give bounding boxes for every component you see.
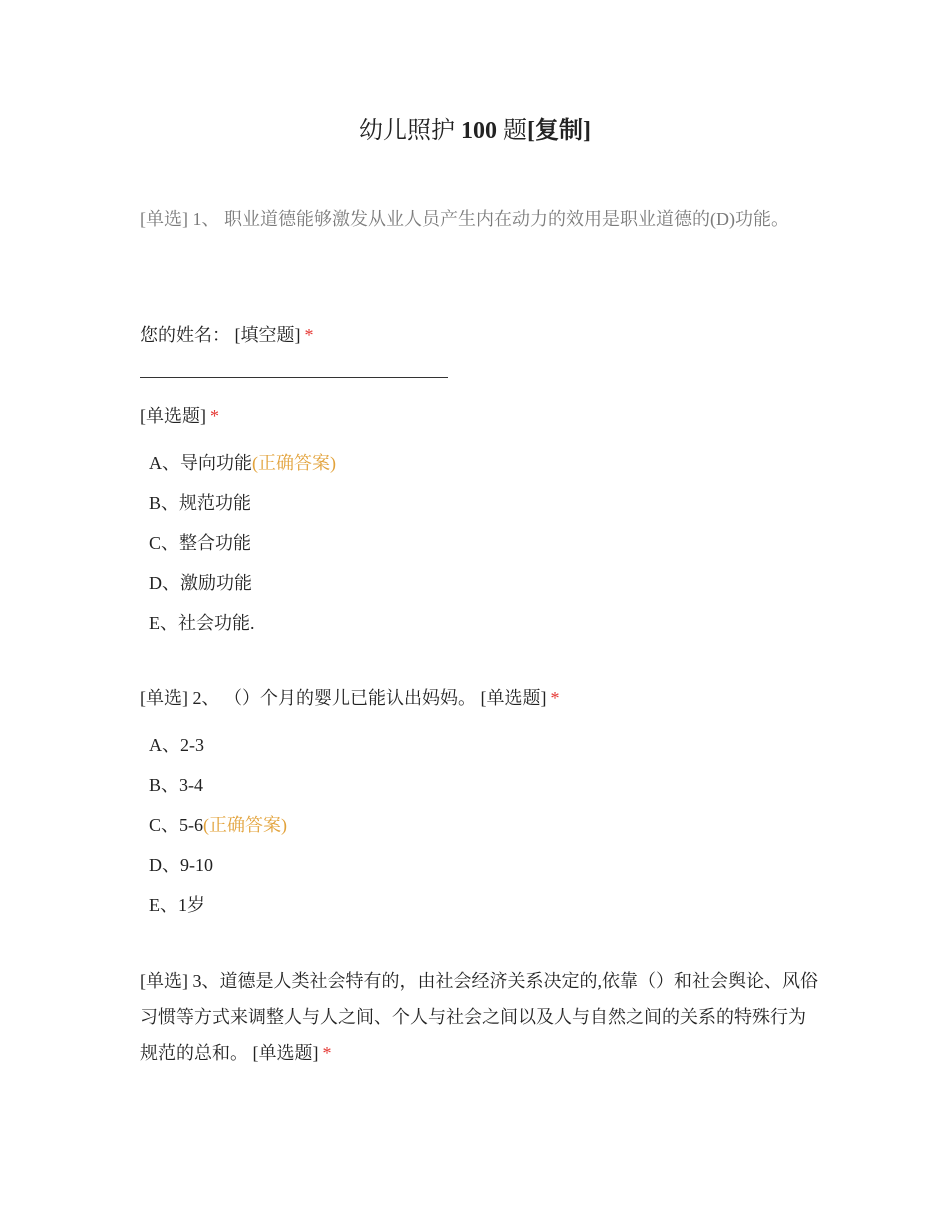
q3-header	[140, 963, 820, 1071]
q2-type: [单选题]	[480, 688, 547, 708]
title-suffix: 题	[503, 118, 527, 144]
option-label: D、9-10	[149, 855, 213, 875]
q2-header	[140, 680, 560, 716]
name-question-type: [填空题]	[234, 325, 301, 345]
correct-answer-tag: (正确答案)	[203, 815, 287, 835]
option-label: E、1岁	[149, 895, 205, 915]
name-input-line[interactable]	[140, 377, 448, 378]
name-question-label: 您的姓名：	[140, 325, 230, 345]
required-marker: *	[550, 688, 560, 708]
required-marker: *	[304, 325, 314, 345]
intro-question: [单选] 1、 职业道德能够激发从业人员产生内在动力的效用是职业道德的(D)功能。	[140, 209, 789, 229]
option-label: B、3-4	[149, 775, 203, 795]
option-label: D、激励功能	[149, 573, 252, 593]
q2-text: [单选] 2、 （）个月的婴儿已能认出妈妈。	[140, 688, 476, 708]
correct-answer-tag: (正确答案)	[252, 453, 336, 473]
q1-option-d[interactable]	[149, 570, 252, 596]
page-title	[0, 110, 950, 145]
q1-option-e[interactable]	[149, 610, 255, 636]
q3-text: [单选] 3、道德是人类社会特有的，由社会经济关系决定的,依靠（）和社会舆论、风俗习惯等方式来调整人与人之间、个人与社会之间以及人与自然之间的关系的特殊行为规范的总和。	[140, 971, 818, 1063]
required-marker: *	[210, 406, 219, 426]
q1-type: [单选题]	[140, 406, 206, 426]
required-marker: *	[322, 1043, 332, 1063]
option-label: C、5-6	[149, 815, 203, 835]
q2-option-a[interactable]	[149, 732, 204, 758]
q2-option-d[interactable]	[149, 852, 213, 878]
q1-option-b[interactable]	[149, 490, 251, 516]
q1-option-c[interactable]	[149, 530, 251, 556]
q3-type: [单选题]	[252, 1043, 319, 1063]
option-label: B、规范功能	[149, 493, 252, 513]
name-question	[140, 317, 314, 353]
option-label: C、整合功能	[149, 533, 252, 553]
q2-option-c[interactable]	[149, 812, 287, 838]
q2-option-b[interactable]	[149, 772, 203, 798]
title-number: 100	[461, 118, 497, 144]
q1-option-a[interactable]	[149, 450, 336, 476]
q1-header	[140, 398, 219, 434]
option-label: A、导向功能	[149, 453, 252, 473]
q2-option-e[interactable]	[149, 892, 205, 918]
option-label: A、2-3	[149, 735, 204, 755]
title-copy: [复制]	[527, 118, 591, 144]
title-prefix: 幼儿照护	[359, 118, 455, 144]
option-label: E、社会功能.	[149, 613, 255, 633]
